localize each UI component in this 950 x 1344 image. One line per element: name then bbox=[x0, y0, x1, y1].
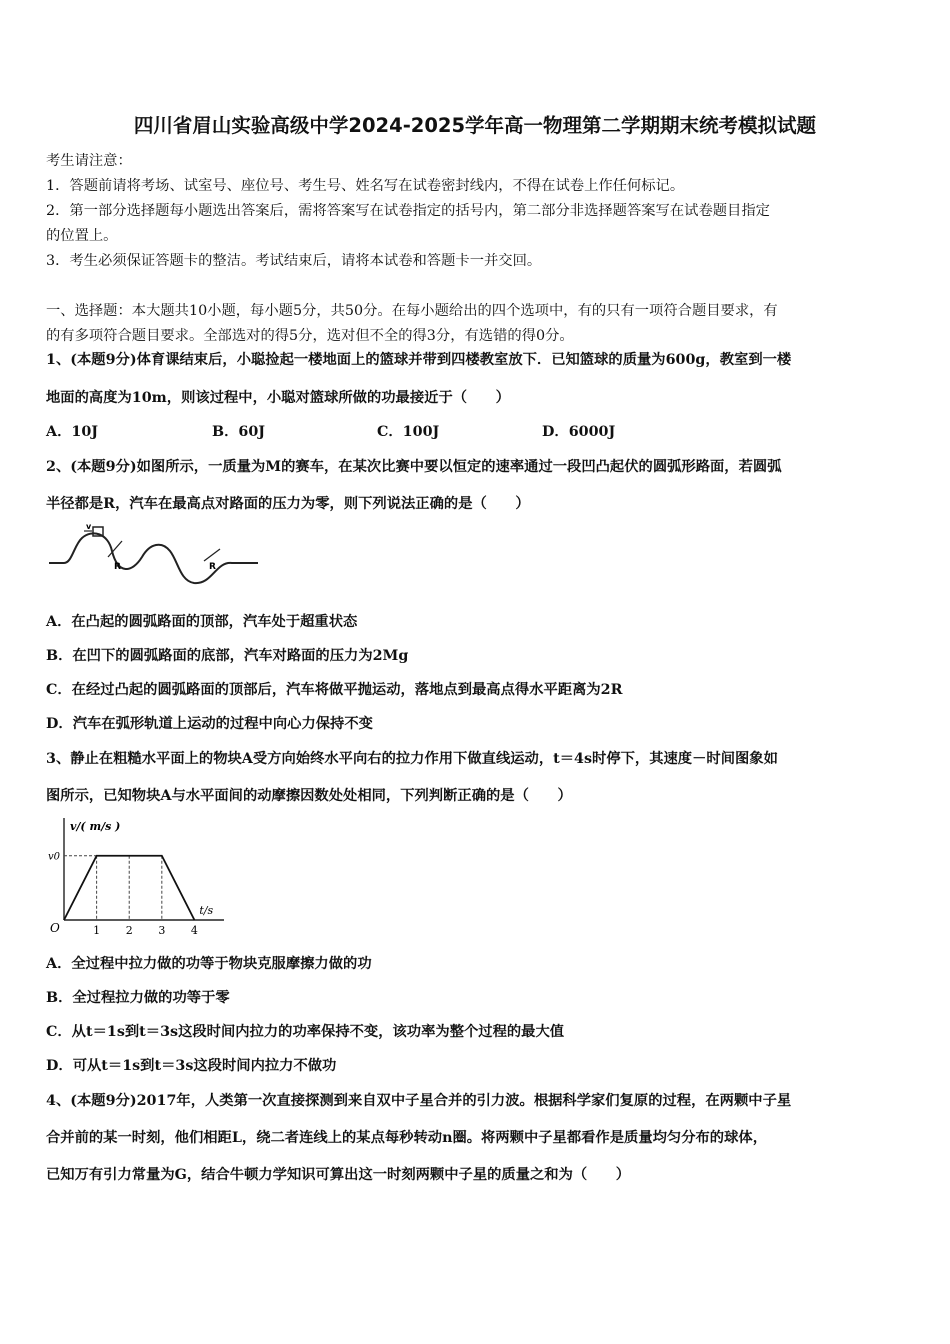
q3-option-b: B．全过程拉力做的功等于零 bbox=[46, 990, 230, 1006]
q2-option-a: A．在凸起的圆弧路面的顶部，汽车处于超重状态 bbox=[46, 614, 358, 630]
q3-option-a: A．全过程中拉力做的功等于物块克服摩擦力做的功 bbox=[46, 956, 372, 972]
q3-stem: 3、静止在粗糙水平面上的物块A受方向始终水平向右的拉力作用下做直线运动，t＝4s时停下，其速度－时间图象如 bbox=[46, 751, 778, 767]
radius-label-1: R bbox=[114, 562, 121, 572]
q1-option-c: C．100J bbox=[377, 424, 440, 440]
q1-stem-cont: 地面的高度为10m，则该过程中，小聪对篮球所做的功最接近于（ ） bbox=[46, 390, 510, 406]
q4-stem-cont: 已知万有引力常量为G，结合牛顿力学知识可算出这一时刻两颗中子星的质量之和为（ ） bbox=[46, 1167, 631, 1183]
notice-item: 1．答题前请将考场、试室号、座位号、考生号、姓名写在试卷密封线内，不得在试卷上作任何标记。 bbox=[46, 178, 685, 194]
q2-option-c: C．在经过凸起的圆弧路面的顶部后，汽车将做平抛运动，落地点到最高点得水平距离为2R bbox=[46, 682, 623, 698]
origin-label: O bbox=[50, 921, 60, 935]
notice-item: 3．考生必须保证答题卡的整洁。考试结束后，请将本试卷和答题卡一并交回。 bbox=[46, 253, 542, 269]
vt-graph bbox=[46, 812, 236, 942]
section-heading: 一、选择题：本大题共10小题，每小题5分，共50分。在每小题给出的四个选项中，有的只有一项符合题目要求，有 bbox=[46, 303, 778, 319]
x-tick-label: 3 bbox=[158, 924, 166, 937]
radius-line-2 bbox=[204, 549, 220, 561]
x-tick-label: 4 bbox=[190, 924, 198, 937]
y-axis-label: v/( m/s ) bbox=[70, 820, 121, 833]
q2-stem: 2、(本题9分)如图所示，一质量为M的赛车，在某次比赛中要以恒定的速率通过一段凹凸起伏的圆弧形路面，若圆弧 bbox=[46, 459, 782, 475]
velocity-label: v bbox=[86, 523, 92, 531]
q3-option-d: D．可从t＝1s到t＝3s这段时间内拉力不做功 bbox=[46, 1058, 337, 1074]
notice-heading: 考生请注意： bbox=[46, 153, 132, 169]
x-tick-label: 2 bbox=[125, 924, 133, 937]
q3-stem-cont: 图所示，已知物块A与水平面间的动摩擦因数处处相同，下列判断正确的是（ ） bbox=[46, 788, 572, 804]
notice-item: 的位置上。 bbox=[46, 228, 118, 244]
q4-stem-cont: 合并前的某一时刻，他们相距L，绕二者连线上的某点每秒转动n圈。将两颗中子星都看作是质量均匀分布的球体， bbox=[46, 1130, 767, 1146]
q2-option-d: D．汽车在弧形轨道上运动的过程中向心力保持不变 bbox=[46, 716, 373, 732]
road-figure bbox=[46, 523, 262, 593]
q1-option-b: B．60J bbox=[212, 424, 266, 440]
page-title: 四川省眉山实验高级中学2024-2025学年高一物理第二学期期末统考模拟试题 bbox=[133, 114, 817, 137]
q4-stem: 4、(本题9分)2017年，人类第一次直接探测到来自双中子星合并的引力波。根据科学家们复原的过程，在两颗中子星 bbox=[46, 1093, 792, 1109]
y-tick-v0: v0 bbox=[48, 851, 61, 863]
q2-option-b: B．在凹下的圆弧路面的底部，汽车对路面的压力为2Mg bbox=[46, 648, 409, 664]
radius-label-2: R bbox=[209, 562, 216, 572]
notice-item: 2．第一部分选择题每小题选出答案后，需将答案写在试卷指定的括号内，第二部分非选择题答案写在试卷题目指定 bbox=[46, 203, 770, 219]
road-curve bbox=[49, 533, 258, 583]
q3-option-c: C．从t＝1s到t＝3s这段时间内拉力的功率保持不变，该功率为整个过程的最大值 bbox=[46, 1024, 565, 1040]
x-axis-label: t/s bbox=[199, 904, 214, 917]
q1-option-a: A．10J bbox=[46, 424, 99, 440]
x-tick-label: 1 bbox=[93, 924, 101, 937]
section-heading-cont: 的有多项符合题目要求。全部选对的得5分，选对但不全的得3分，有选错的得0分。 bbox=[46, 328, 574, 344]
q2-stem-cont: 半径都是R，汽车在最高点对路面的压力为零，则下列说法正确的是（ ） bbox=[46, 496, 530, 512]
q1-option-d: D．6000J bbox=[542, 424, 616, 440]
q1-stem: 1、(本题9分)体育课结束后，小聪捡起一楼地面上的篮球并带到四楼教室放下．已知篮球的质量为600g，教室到一楼 bbox=[46, 352, 792, 368]
